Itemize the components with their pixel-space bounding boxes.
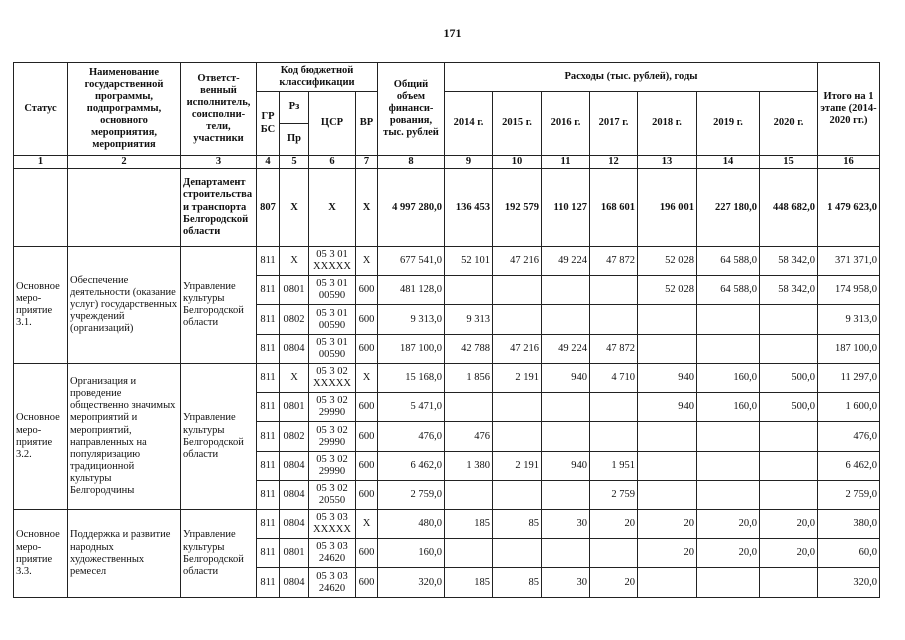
year-value-cell bbox=[760, 422, 818, 452]
year-value-cell: 20 bbox=[638, 539, 697, 568]
year-value-cell: 500,0 bbox=[760, 393, 818, 422]
year-value-cell: 1 380 bbox=[445, 452, 493, 481]
csr-cell: 05 3 01 00590 bbox=[309, 335, 356, 364]
year-value-cell bbox=[760, 568, 818, 598]
stage-total-cell: 2 759,0 bbox=[818, 481, 880, 510]
grbs-cell: 811 bbox=[257, 247, 280, 276]
stage-total-cell: 6 462,0 bbox=[818, 452, 880, 481]
header-responsible: Ответст-венный исполнитель, соисполни-тели, участники bbox=[181, 63, 257, 156]
total-cell: 320,0 bbox=[378, 568, 445, 598]
column-number: 10 bbox=[493, 156, 542, 169]
year-value-cell: 196 001 bbox=[638, 169, 697, 247]
year-value-cell: 47 872 bbox=[590, 335, 638, 364]
csr-cell: 05 3 02 29990 bbox=[309, 393, 356, 422]
year-value-cell bbox=[445, 539, 493, 568]
stage-total-cell: 320,0 bbox=[818, 568, 880, 598]
year-value-cell: 448 682,0 bbox=[760, 169, 818, 247]
total-cell: 4 997 280,0 bbox=[378, 169, 445, 247]
column-number: 5 bbox=[280, 156, 309, 169]
csr-cell: 05 3 01 ХХХХХ bbox=[309, 247, 356, 276]
total-cell: 476,0 bbox=[378, 422, 445, 452]
year-value-cell: 47 872 bbox=[590, 247, 638, 276]
header-year: 2019 г. bbox=[697, 92, 760, 156]
grbs-cell: 811 bbox=[257, 452, 280, 481]
csr-cell: 05 3 03 24620 bbox=[309, 568, 356, 598]
rzpr-cell: Х bbox=[280, 247, 309, 276]
year-value-cell: 85 bbox=[493, 568, 542, 598]
year-value-cell: 168 601 bbox=[590, 169, 638, 247]
grbs-cell: 811 bbox=[257, 393, 280, 422]
total-cell: 187 100,0 bbox=[378, 335, 445, 364]
year-value-cell bbox=[445, 481, 493, 510]
year-value-cell: 52 028 bbox=[638, 247, 697, 276]
year-value-cell bbox=[697, 305, 760, 335]
year-value-cell: 20,0 bbox=[760, 539, 818, 568]
year-value-cell bbox=[493, 276, 542, 305]
year-value-cell: 20,0 bbox=[697, 539, 760, 568]
year-value-cell bbox=[542, 422, 590, 452]
table-row bbox=[14, 364, 880, 393]
header-year: 2014 г. bbox=[445, 92, 493, 156]
rzpr-cell: 0801 bbox=[280, 539, 309, 568]
header-vr: ВР bbox=[356, 92, 378, 156]
table-row bbox=[14, 247, 880, 276]
stage-total-cell: 9 313,0 bbox=[818, 305, 880, 335]
vr-cell: Х bbox=[356, 247, 378, 276]
csr-cell: Х bbox=[309, 169, 356, 247]
total-cell: 6 462,0 bbox=[378, 452, 445, 481]
column-number: 15 bbox=[760, 156, 818, 169]
year-value-cell bbox=[542, 393, 590, 422]
column-number: 2 bbox=[68, 156, 181, 169]
rzpr-cell: 0804 bbox=[280, 481, 309, 510]
year-value-cell bbox=[493, 393, 542, 422]
header-year: 2018 г. bbox=[638, 92, 697, 156]
year-value-cell bbox=[697, 568, 760, 598]
stage-total-cell: 1 479 623,0 bbox=[818, 169, 880, 247]
year-value-cell bbox=[760, 452, 818, 481]
grbs-cell: 811 bbox=[257, 539, 280, 568]
year-value-cell: 47 216 bbox=[493, 335, 542, 364]
total-cell: 677 541,0 bbox=[378, 247, 445, 276]
column-number: 14 bbox=[697, 156, 760, 169]
page-number: 171 bbox=[443, 26, 462, 40]
header-year: 2016 г. bbox=[542, 92, 590, 156]
header-year: 2015 г. bbox=[493, 92, 542, 156]
year-value-cell bbox=[638, 422, 697, 452]
csr-cell: 05 3 02 29990 bbox=[309, 422, 356, 452]
year-value-cell: 49 224 bbox=[542, 335, 590, 364]
column-number: 12 bbox=[590, 156, 638, 169]
csr-cell: 05 3 02 20550 bbox=[309, 481, 356, 510]
stage-total-cell: 60,0 bbox=[818, 539, 880, 568]
stage-total-cell: 1 600,0 bbox=[818, 393, 880, 422]
status-cell: Основное меро-приятие 3.2. bbox=[14, 364, 68, 510]
year-value-cell: 2 191 bbox=[493, 452, 542, 481]
year-value-cell: 1 951 bbox=[590, 452, 638, 481]
column-number: 3 bbox=[181, 156, 257, 169]
csr-cell: 05 3 01 00590 bbox=[309, 276, 356, 305]
vr-cell: 600 bbox=[356, 481, 378, 510]
grbs-cell: 811 bbox=[257, 305, 280, 335]
vr-cell: 600 bbox=[356, 422, 378, 452]
total-cell: 5 471,0 bbox=[378, 393, 445, 422]
year-value-cell: 20 bbox=[638, 510, 697, 539]
header-status: Статус bbox=[14, 63, 68, 156]
year-value-cell: 20 bbox=[590, 568, 638, 598]
stage-total-cell: 187 100,0 bbox=[818, 335, 880, 364]
grbs-cell: 811 bbox=[257, 422, 280, 452]
year-value-cell bbox=[590, 305, 638, 335]
year-value-cell: 136 453 bbox=[445, 169, 493, 247]
year-value-cell: 185 bbox=[445, 568, 493, 598]
year-value-cell: 4 710 bbox=[590, 364, 638, 393]
year-value-cell: 64 588,0 bbox=[697, 247, 760, 276]
header-pr: Пр bbox=[280, 124, 309, 156]
year-value-cell: 20,0 bbox=[760, 510, 818, 539]
grbs-cell: 811 bbox=[257, 276, 280, 305]
vr-cell: Х bbox=[356, 364, 378, 393]
header-year: 2017 г. bbox=[590, 92, 638, 156]
rzpr-cell: Х bbox=[280, 364, 309, 393]
year-value-cell bbox=[638, 568, 697, 598]
responsible-cell: Управление культуры Белгородской области bbox=[181, 247, 257, 364]
year-value-cell: 940 bbox=[638, 364, 697, 393]
header-year: 2020 г. bbox=[760, 92, 818, 156]
grbs-cell: 811 bbox=[257, 510, 280, 539]
year-value-cell bbox=[638, 452, 697, 481]
year-value-cell bbox=[697, 452, 760, 481]
csr-cell: 05 3 02 29990 bbox=[309, 452, 356, 481]
year-value-cell: 9 313 bbox=[445, 305, 493, 335]
rzpr-cell: 0804 bbox=[280, 568, 309, 598]
csr-cell: 05 3 02 ХХХХХ bbox=[309, 364, 356, 393]
grbs-cell: 811 bbox=[257, 335, 280, 364]
name-cell: Поддержка и развитие народных художественных ремесел bbox=[68, 510, 181, 598]
year-value-cell bbox=[638, 481, 697, 510]
year-value-cell: 185 bbox=[445, 510, 493, 539]
column-number: 9 bbox=[445, 156, 493, 169]
year-value-cell: 85 bbox=[493, 510, 542, 539]
year-value-cell bbox=[542, 305, 590, 335]
vr-cell: 600 bbox=[356, 568, 378, 598]
column-number: 16 bbox=[818, 156, 880, 169]
header-name: Наименование государственной программы, подпрограммы, основного мероприятия, мероприятия bbox=[68, 63, 181, 156]
year-value-cell: 227 180,0 bbox=[697, 169, 760, 247]
rzpr-cell: 0802 bbox=[280, 422, 309, 452]
year-value-cell: 42 788 bbox=[445, 335, 493, 364]
vr-cell: 600 bbox=[356, 305, 378, 335]
status-cell: Основное меро-приятие 3.1. bbox=[14, 247, 68, 364]
year-value-cell bbox=[638, 305, 697, 335]
year-value-cell: 30 bbox=[542, 568, 590, 598]
year-value-cell bbox=[760, 305, 818, 335]
header-rz: Рз bbox=[280, 92, 309, 124]
year-value-cell: 64 588,0 bbox=[697, 276, 760, 305]
name-cell: Обеспечение деятельности (оказание услуг) государственных учреждений (организаций) bbox=[68, 247, 181, 364]
year-value-cell: 58 342,0 bbox=[760, 276, 818, 305]
column-number: 4 bbox=[257, 156, 280, 169]
year-value-cell: 2 191 bbox=[493, 364, 542, 393]
department-row bbox=[14, 169, 880, 247]
year-value-cell bbox=[760, 335, 818, 364]
status-cell: Основное меро-приятие 3.3. bbox=[14, 510, 68, 598]
year-value-cell bbox=[638, 335, 697, 364]
responsible-cell: Управление культуры Белгородской области bbox=[181, 364, 257, 510]
header-expenses: Расходы (тыс. рублей), годы bbox=[445, 63, 818, 92]
header-grbs: ГР БС bbox=[257, 92, 280, 156]
csr-cell: 05 3 03 ХХХХХ bbox=[309, 510, 356, 539]
year-value-cell bbox=[493, 481, 542, 510]
total-cell: 9 313,0 bbox=[378, 305, 445, 335]
year-value-cell: 49 224 bbox=[542, 247, 590, 276]
year-value-cell: 2 759 bbox=[590, 481, 638, 510]
year-value-cell: 52 101 bbox=[445, 247, 493, 276]
year-value-cell: 476 bbox=[445, 422, 493, 452]
budget-table bbox=[13, 62, 880, 598]
csr-cell: 05 3 03 24620 bbox=[309, 539, 356, 568]
year-value-cell: 500,0 bbox=[760, 364, 818, 393]
stage-total-cell: 174 958,0 bbox=[818, 276, 880, 305]
header-budget-code: Код бюджетной классификации bbox=[257, 63, 378, 92]
year-value-cell bbox=[590, 422, 638, 452]
year-value-cell: 20 bbox=[590, 510, 638, 539]
stage-total-cell: 371 371,0 bbox=[818, 247, 880, 276]
year-value-cell: 30 bbox=[542, 510, 590, 539]
year-value-cell bbox=[542, 276, 590, 305]
year-value-cell: 940 bbox=[542, 364, 590, 393]
year-value-cell: 192 579 bbox=[493, 169, 542, 247]
rzpr-cell: 0804 bbox=[280, 510, 309, 539]
rzpr-cell: 0802 bbox=[280, 305, 309, 335]
column-number: 1 bbox=[14, 156, 68, 169]
year-value-cell bbox=[493, 422, 542, 452]
year-value-cell bbox=[697, 481, 760, 510]
column-number: 13 bbox=[638, 156, 697, 169]
year-value-cell: 20,0 bbox=[697, 510, 760, 539]
rzpr-cell: 0804 bbox=[280, 452, 309, 481]
year-value-cell bbox=[590, 276, 638, 305]
vr-cell: Х bbox=[356, 169, 378, 247]
year-value-cell bbox=[542, 539, 590, 568]
rzpr-cell: Х bbox=[280, 169, 309, 247]
year-value-cell: 52 028 bbox=[638, 276, 697, 305]
empty-cell bbox=[14, 169, 68, 247]
year-value-cell: 160,0 bbox=[697, 364, 760, 393]
total-cell: 2 759,0 bbox=[378, 481, 445, 510]
year-value-cell bbox=[445, 276, 493, 305]
year-value-cell: 160,0 bbox=[697, 393, 760, 422]
rzpr-cell: 0801 bbox=[280, 393, 309, 422]
responsible-cell: Департамент строительства и транспорта Белгородской области bbox=[181, 169, 257, 247]
column-number: 7 bbox=[356, 156, 378, 169]
grbs-cell: 811 bbox=[257, 568, 280, 598]
year-value-cell bbox=[542, 481, 590, 510]
year-value-cell bbox=[590, 539, 638, 568]
header-stage-total: Итого на 1 этапе (2014-2020 гг.) bbox=[818, 63, 880, 156]
empty-cell bbox=[68, 169, 181, 247]
vr-cell: 600 bbox=[356, 335, 378, 364]
total-cell: 480,0 bbox=[378, 510, 445, 539]
year-value-cell: 940 bbox=[638, 393, 697, 422]
year-value-cell bbox=[760, 481, 818, 510]
vr-cell: 600 bbox=[356, 452, 378, 481]
total-cell: 15 168,0 bbox=[378, 364, 445, 393]
total-cell: 481 128,0 bbox=[378, 276, 445, 305]
csr-cell: 05 3 01 00590 bbox=[309, 305, 356, 335]
header-csr: ЦСР bbox=[309, 92, 356, 156]
year-value-cell: 58 342,0 bbox=[760, 247, 818, 276]
column-number: 8 bbox=[378, 156, 445, 169]
stage-total-cell: 476,0 bbox=[818, 422, 880, 452]
vr-cell: 600 bbox=[356, 276, 378, 305]
grbs-cell: 811 bbox=[257, 481, 280, 510]
stage-total-cell: 11 297,0 bbox=[818, 364, 880, 393]
year-value-cell: 1 856 bbox=[445, 364, 493, 393]
vr-cell: Х bbox=[356, 510, 378, 539]
responsible-cell: Управление культуры Белгородской области bbox=[181, 510, 257, 598]
vr-cell: 600 bbox=[356, 393, 378, 422]
year-value-cell: 940 bbox=[542, 452, 590, 481]
grbs-cell: 811 bbox=[257, 364, 280, 393]
year-value-cell: 110 127 bbox=[542, 169, 590, 247]
table-row bbox=[14, 510, 880, 539]
stage-total-cell: 380,0 bbox=[818, 510, 880, 539]
total-cell: 160,0 bbox=[378, 539, 445, 568]
name-cell: Организация и проведение общественно значимых мероприятий и мероприятий, направленных на популяризацию традиционной культуры Белгородчины bbox=[68, 364, 181, 510]
vr-cell: 600 bbox=[356, 539, 378, 568]
year-value-cell bbox=[697, 335, 760, 364]
year-value-cell bbox=[493, 539, 542, 568]
year-value-cell bbox=[445, 393, 493, 422]
rzpr-cell: 0801 bbox=[280, 276, 309, 305]
column-number: 11 bbox=[542, 156, 590, 169]
rzpr-cell: 0804 bbox=[280, 335, 309, 364]
year-value-cell bbox=[590, 393, 638, 422]
year-value-cell bbox=[697, 422, 760, 452]
column-number: 6 bbox=[309, 156, 356, 169]
grbs-cell: 807 bbox=[257, 169, 280, 247]
year-value-cell bbox=[493, 305, 542, 335]
year-value-cell: 47 216 bbox=[493, 247, 542, 276]
header-total-funding: Общий объем финанси-рования, тыс. рублей bbox=[378, 63, 445, 156]
